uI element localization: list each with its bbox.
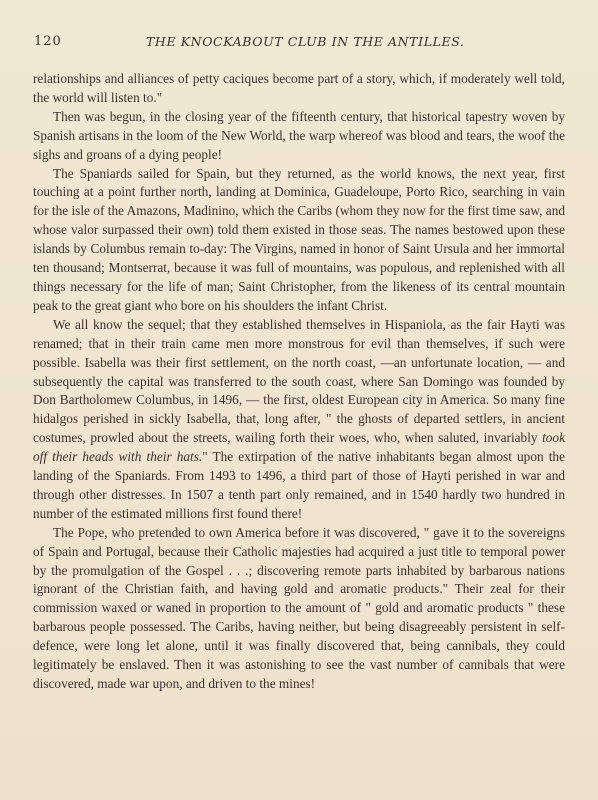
- paragraph-sequel-text-before: We all know the sequel; that they established themselves in Hispaniola, as the fair Hayti was renamed; that in their train came men more monstrous for evil than themselves, if such were possible. Isabella was their first settlement, on the north coast, —an unfortunate location, — and subsequently the capital was transferred to the south coast, where San Domingo was founded by Don Bartholomew Columbus, in 1496, — the first, oldest European city in America. So many fine hidalgos perished in sickly Isabella, that, long after, " the ghosts of departed settlers, in ancient costumes, prowled about the streets, wailing forth their woes, who, when saluted, invariably: [33, 316, 565, 446]
- page-number: 120: [34, 34, 62, 49]
- running-head: THE KNOCKABOUT CLUB IN THE ANTILLES.: [146, 34, 465, 49]
- page-header: [34, 34, 566, 54]
- paragraph-sequel: [33, 316, 565, 524]
- paragraph-sequel-text-after: " The extirpation of the native inhabitants began almost upon the landing of the Spaniards. From 1493 to 1496, a third part of those of Hayti perished in war and through other distresses. In 1507 a tenth part only remained, and in 1540 hardly two hundred in number of the estimated millions first found there!: [33, 449, 565, 521]
- paragraph-spaniards-sailed: The Spaniards sailed for Spain, but they returned, as the world knows, the next year, first touching at a point further north, landing at Dominica, Guadeloupe, Porto Rico, searching in vain for the isle of the Amazons, Madinino, which the Caribs (whom they now for the first time saw, and whose valor surpassed their own) told them existed in those seas. The names bestowed upon these islands by Columbus remain to-day: The Virgins, named in honor of Saint Ursula and her immortal ten thousand; Montserrat, because it was full of mountains, was populous, and replenished with all things necessary for the life of man; Saint Christopher, from the likeness of its central mountain peak to the great giant who bore on his shoulders the infant Christ.: [33, 165, 565, 313]
- paragraph-tapestry: Then was begun, in the closing year of the fifteenth century, that historical tapestry woven by Spanish artisans in the loom of the New World, the warp whereof was blood and tears, the woof the sighs and groans of a dying people!: [33, 108, 565, 162]
- paragraph-sequel-italic: took off their heads with their hats.: [33, 430, 565, 465]
- body-text: [33, 70, 565, 694]
- paragraph-continuation: relationships and alliances of petty caciques become part of a story, which, if moderately well told, the world will listen to.": [33, 71, 565, 105]
- paragraph-pope: The Pope, who pretended to own America before it was discovered, " gave it to the sovereigns of Spain and Portugal, because their Catholic majesties had acquired a just title to temporal power by the promulgation of the Gospel . . .; discovering remote parts inhabited by barbarous nations ignorant of the Christian faith, and having gold and aromatic products." Their zeal for their commission waxed or waned in proportion to the amount of " gold and aromatic products " these barbarous people possessed. The Caribs, having neither, but being disagreeably persistent in self-defence, were long let alone, until it was finally discovered that, being cannibals, they could legitimately be enslaved. Then it was astonishing to see the vast number of cannibals that were discovered, made war upon, and driven to the mines!: [33, 524, 565, 691]
